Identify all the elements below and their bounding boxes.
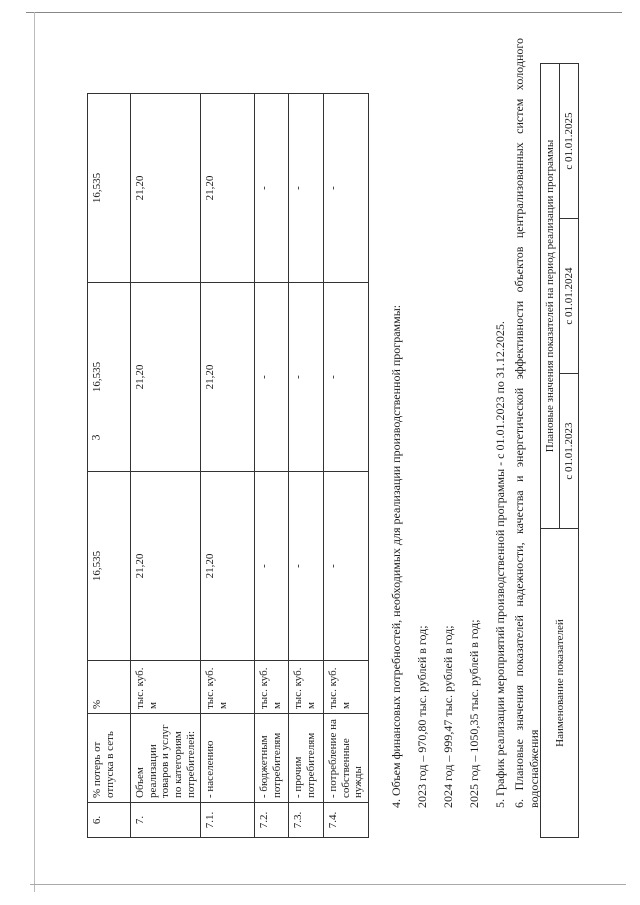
row-number: 7. [131,803,201,838]
value-2024: 21,20 [201,283,255,472]
row-name: - прочим потребителям [289,714,324,803]
section-4-heading: 4. Объем финансовых потребностей, необходимых для реализации производственной программы: [389,304,403,808]
period-2025: с 01.01.2025 [560,64,579,219]
row-number: 7.1. [201,803,255,838]
row-unit: тыс. куб. м [289,661,324,714]
row-unit: тыс. куб. м [255,661,289,714]
value-2025: 21,20 [131,94,201,283]
value-2024: - [255,283,289,472]
table-row [88,94,131,838]
row-unit: % [88,661,131,714]
value-2025: - [324,94,369,283]
scan-edge-bottom [30,884,626,885]
table-row [324,94,369,838]
value-2024: - [324,283,369,472]
row-unit: тыс. куб. м [131,661,201,714]
row-number: 7.3. [289,803,324,838]
row-name: - бюджетным потребителям [255,714,289,803]
value-2023: 21,20 [131,472,201,661]
row-unit: тыс. куб. м [201,661,255,714]
table-row [255,94,289,838]
value-2025: - [255,94,289,283]
section-5-schedule: 5. График реализации мероприятий производственной программы - с 01.01.2023 по 31.12.2025. [493,321,507,808]
section-6-heading: 6. Плановые значения показателей надежности, качества и энергетической эффективности объектов централизованных систем холодного водоснабжения [512,38,541,808]
value-2024: 16,535 [88,283,131,472]
period-2024: с 01.01.2024 [560,219,579,374]
row-unit: тыс. куб. м [324,661,369,714]
value-2025: - [289,94,324,283]
value-2025: 16,535 [88,94,131,283]
rotated-page-content [87,38,575,838]
value-2023: 21,20 [201,472,255,661]
row-number: 7.2. [255,803,289,838]
finance-2023: 2023 год – 970,80 тыс. рублей в год; [415,625,429,808]
row-number: 7.4. [324,803,369,838]
table-row [201,94,255,838]
value-2024: - [289,283,324,472]
row-number: 6. [88,803,131,838]
value-2023: 16,535 [88,472,131,661]
value-2025: 21,20 [201,94,255,283]
col-name-header: Наименование показателей [541,529,579,838]
table-row [131,94,201,838]
value-2024: 21,20 [131,283,201,472]
value-2023: - [255,472,289,661]
row-name: - населению [201,714,255,803]
row-name: Объем реализации товаров и услуг по категориям потребителей: [131,714,201,803]
scan-edge-top [26,12,622,13]
row-name: - потребление на собственные нужды [324,714,369,803]
table-row [289,94,324,838]
value-2023: - [289,472,324,661]
period-group-header: Плановые значения показателей на период реализации программы [541,64,560,529]
period-2023: с 01.01.2023 [560,374,579,529]
value-2023: - [324,472,369,661]
page-number: 3 [88,434,103,441]
finance-2024: 2024 год – 999,47 тыс. рублей в год; [441,625,455,808]
indicators-table [87,93,369,838]
finance-2025: 2025 год – 1050,35 тыс. рублей в год; [467,619,481,808]
row-name: % потерь от отпуска в сеть [88,714,131,803]
scan-edge-left [34,12,35,892]
planned-values-table [540,63,579,838]
